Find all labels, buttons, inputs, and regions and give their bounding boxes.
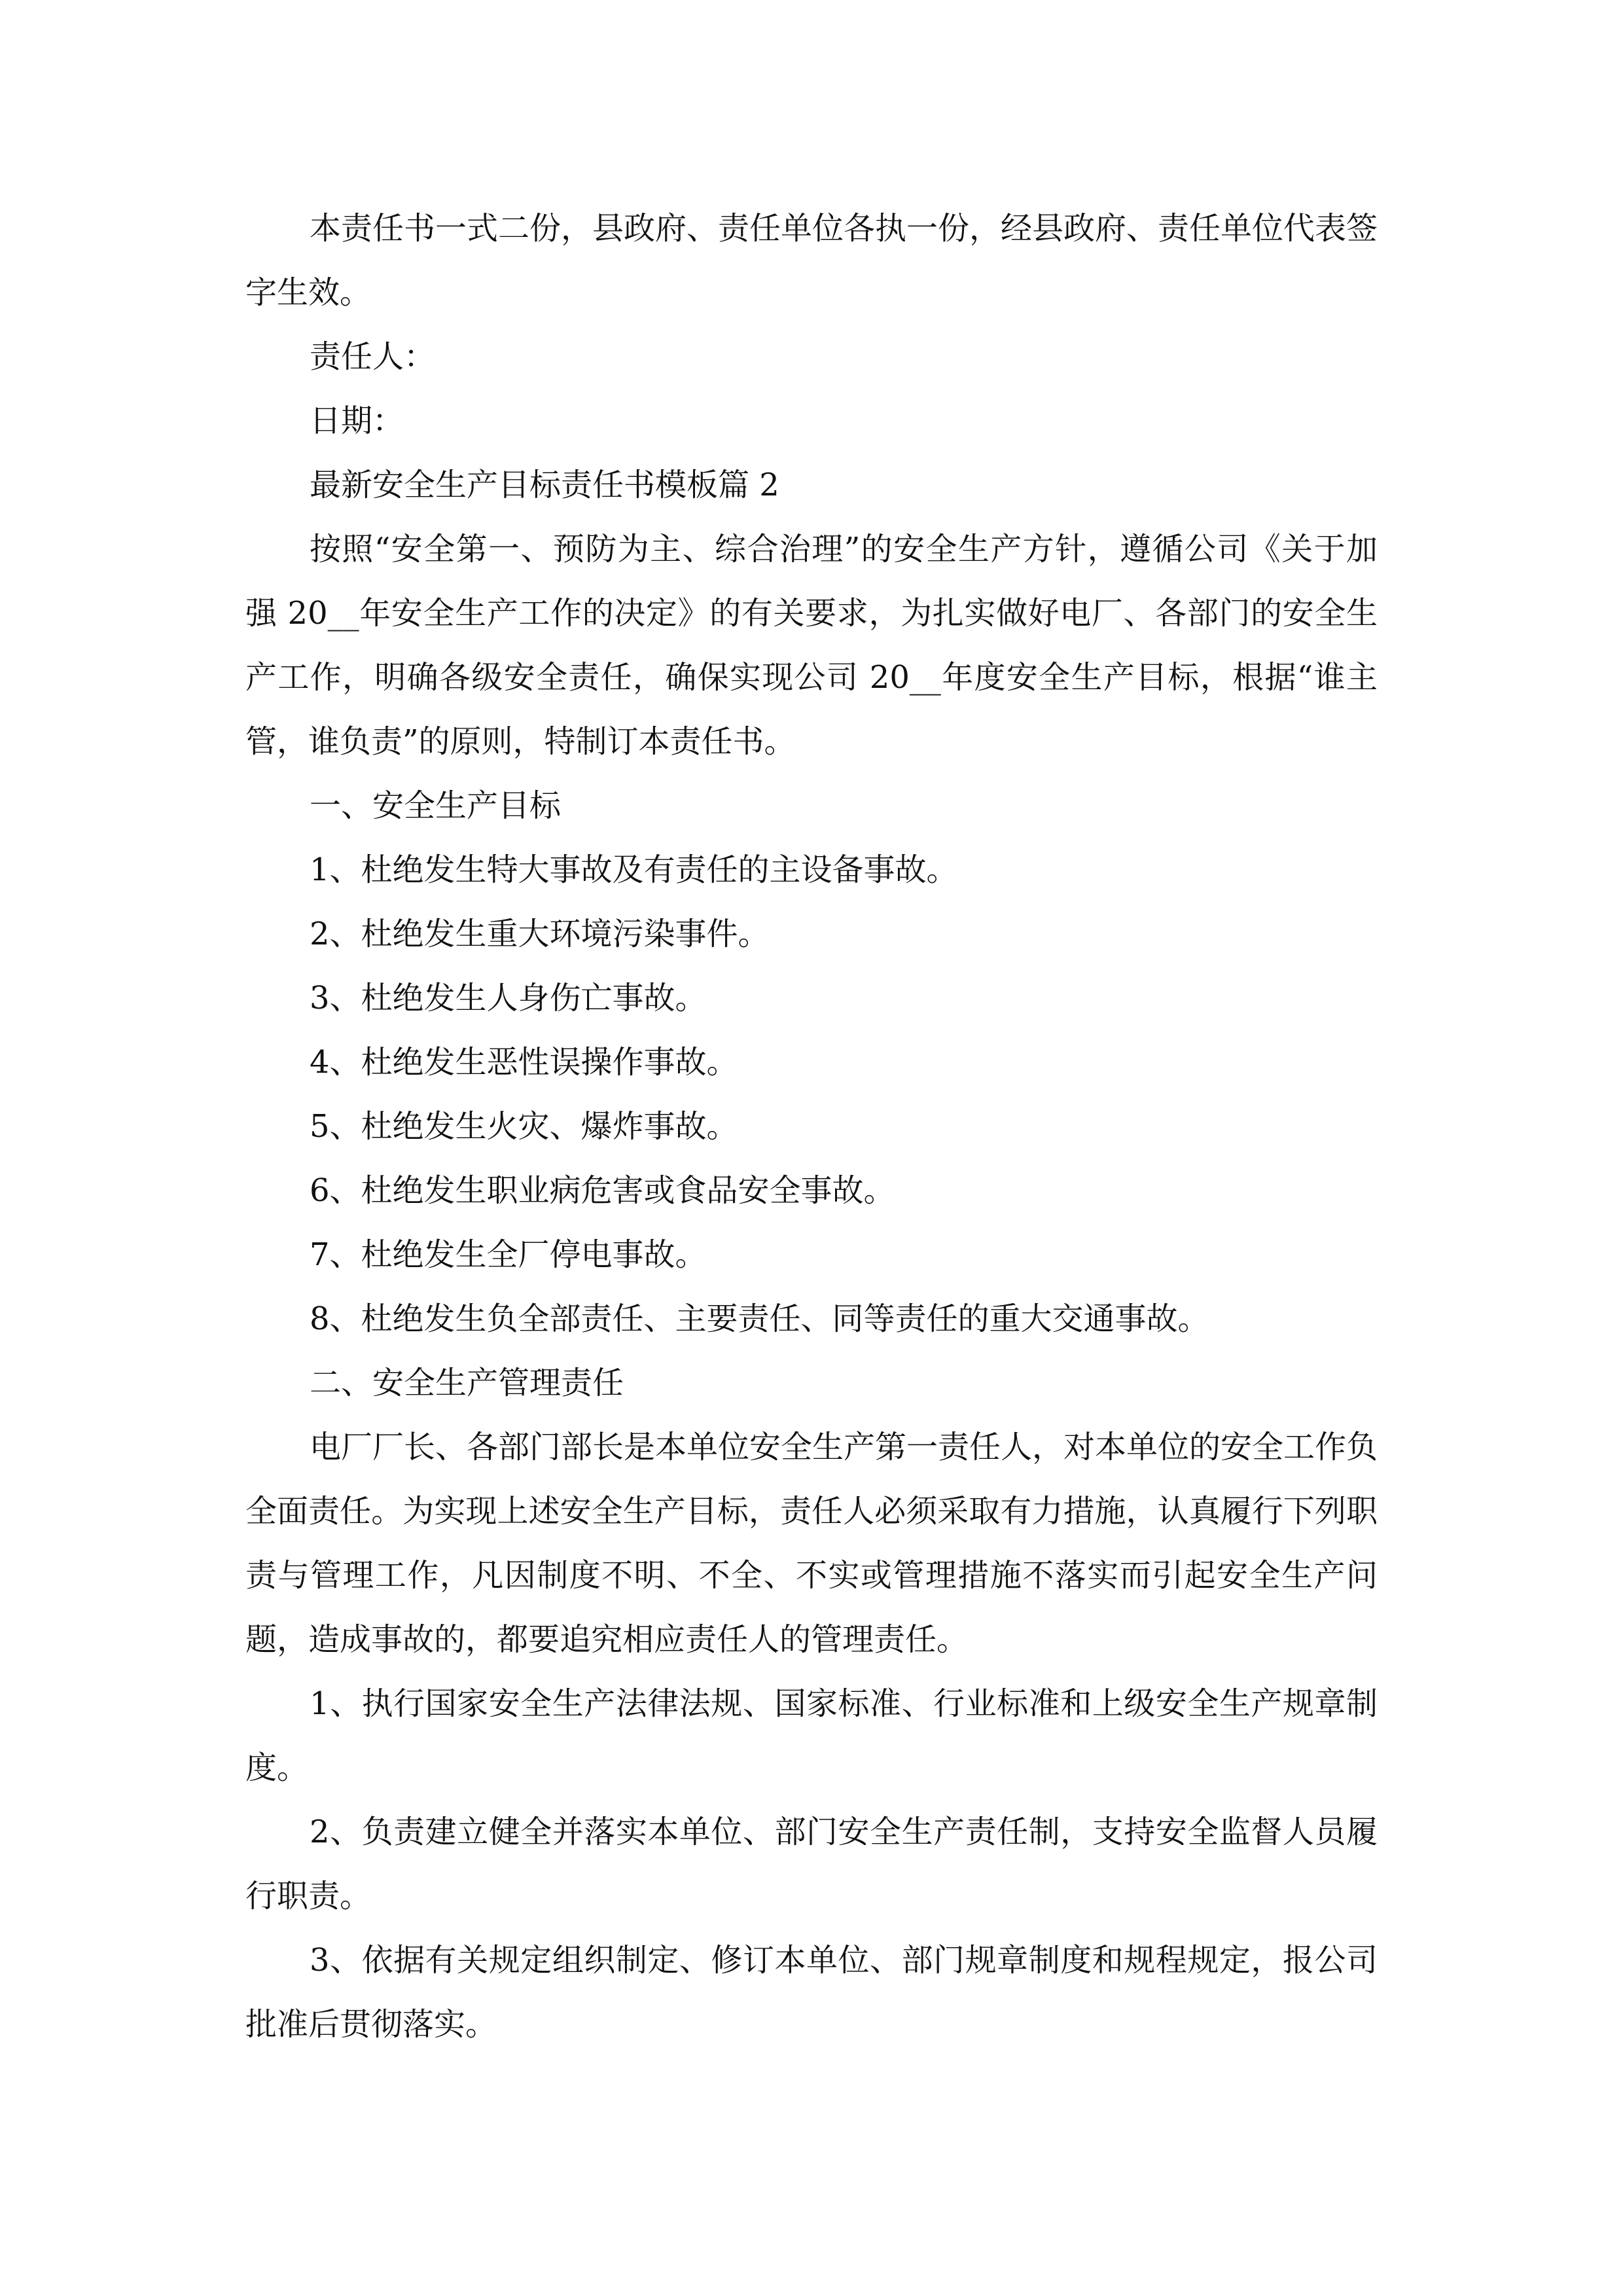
- paragraph-introduction: 按照“安全第一、预防为主、综合治理”的安全生产方针，遵循公司《关于加强 20__年安全生产工作的决定》的有关要求，为扎实做好电厂、各部门的安全生产工作，明确各级安全责任，确保实现公司 20__年度安全生产目标，根据“谁主管，谁负责”的原则，特制订本责任书。: [245, 531, 1378, 760]
- list-item-goal-8: 8、杜绝发生负全部责任、主要责任、同等责任的重大交通事故。: [310, 1300, 1209, 1337]
- list-item-goal-5: 5、杜绝发生火灾、爆炸事故。: [310, 1108, 738, 1145]
- paragraph-copies-statement: 本责任书一式二份，县政府、责任单位各执一份，经县政府、责任单位代表签字生效。: [245, 210, 1378, 311]
- document-page: [245, 196, 1378, 2056]
- list-item-goal-1: 1、杜绝发生特大事故及有责任的主设备事故。: [310, 852, 958, 888]
- list-item-goal-6: 6、杜绝发生职业病危害或食品安全事故。: [310, 1172, 895, 1209]
- paragraph-date: 日期：: [310, 403, 404, 439]
- list-item-goal-2: 2、杜绝发生重大环境污染事件。: [310, 916, 770, 952]
- list-item-duty-3: 3、依据有关规定组织制定、修订本单位、部门规章制度和规程规定，报公司批准后贯彻落实。: [245, 1942, 1378, 2043]
- paragraph-responsible-person: 责任人：: [310, 338, 436, 375]
- heading-management-responsibility: 二、安全生产管理责任: [310, 1365, 624, 1401]
- list-item-duty-1: 1、执行国家安全生产法律法规、国家标准、行业标准和上级安全生产规章制度。: [245, 1685, 1378, 1786]
- section-title: 最新安全生产目标责任书模板篇 2: [310, 467, 779, 503]
- heading-safety-goals: 一、安全生产目标: [310, 787, 562, 824]
- paragraph-management-responsibility: 电厂厂长、各部门部长是本单位安全生产第一责任人，对本单位的安全工作负全面责任。为实现上述安全生产目标，责任人必须采取有力措施，认真履行下列职责与管理工作，凡因制度不明、不全、不实或管理措施不落实而引起安全生产问题，造成事故的，都要追究相应责任人的管理责任。: [245, 1429, 1378, 1658]
- list-item-duty-2: 2、负责建立健全并落实本单位、部门安全生产责任制，支持安全监督人员履行职责。: [245, 1814, 1378, 1914]
- list-item-goal-4: 4、杜绝发生恶性误操作事故。: [310, 1044, 738, 1081]
- list-item-goal-3: 3、杜绝发生人身伤亡事故。: [310, 980, 707, 1016]
- list-item-goal-7: 7、杜绝发生全厂停电事故。: [310, 1236, 707, 1273]
